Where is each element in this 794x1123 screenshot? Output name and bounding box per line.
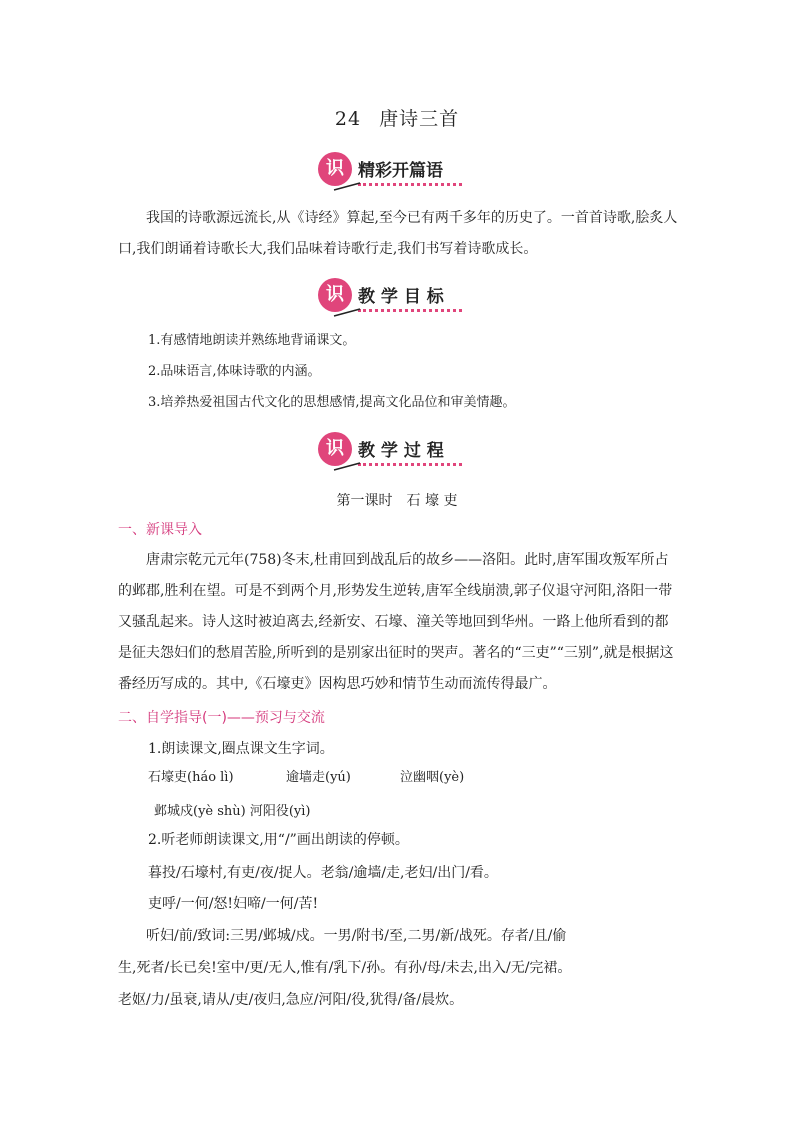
opening-text: 我国的诗歌源远流长,从《诗经》算起,至今已有两千多年的历史了。一首首诗歌,脍炙人口,我们朗诵着诗歌长大,我们品味着诗歌行走,我们书写着诗歌成长。	[118, 210, 678, 257]
vocab-word: 泣幽咽(yè)	[400, 770, 465, 785]
item2-text: 2.听老师朗读课文,用“/”画出朗读的停顿。	[148, 832, 409, 848]
vocab-word: 石壕吏(háo lì)	[148, 770, 234, 785]
section-label: 教 学 过 程	[358, 441, 444, 461]
poem-line: 暮投/石壕村,有吏/夜/捉人。老翁/逾墙/走,老妇/出门/看。	[148, 865, 498, 881]
poem-line: 吏呼/一何/怒!妇啼/一何/苦!	[148, 896, 319, 912]
goal-item: 3.培养热爱祖国古代文化的思想感情,提高文化品位和审美情趣。	[148, 395, 516, 410]
part1-paragraph	[118, 545, 678, 700]
item1-text: 1.朗读课文,圈点课文生字词。	[148, 741, 334, 757]
section-badge-icon: 识	[318, 152, 352, 186]
vocab-word: 逾墙走(yú)	[286, 770, 351, 785]
part2-heading: 二、自学指导(一)——预习与交流	[118, 710, 325, 726]
lesson-number: 24	[334, 108, 362, 130]
part1-heading: 一、新课导入	[118, 522, 202, 538]
section-badge-icon: 识	[318, 432, 352, 466]
part1-text: 唐肃宗乾元元年(758)冬末,杜甫回到战乱后的故乡——洛阳。此时,唐军围攻叛军所占的邺郡,胜利在望。可是不到两个月,形势发生逆转,唐军全线崩溃,郭子仪退守河阳,洛阳一带又骚乱起来。诗人这时被迫离去,经新安、石壕、潼关等地回到华州。一路上他所看到的都是征夫怨妇们的愁眉苦脸,所听到的是别家出征时的哭声。著名的“三吏”“三别”,就是根据这番经历写成的。其中,《石壕吏》因构思巧妙和情节生动而流传得最广。	[118, 552, 674, 692]
dotted-underline	[358, 463, 462, 466]
section-badge-icon: 识	[318, 278, 352, 312]
swoosh-decoration	[332, 306, 362, 318]
goals-list	[148, 325, 516, 418]
goal-item: 1.有感情地朗读并熟练地背诵课文。	[148, 333, 356, 348]
section-label: 教 学 目 标	[358, 287, 444, 307]
goal-item: 2.品味语言,体味诗歌的内涵。	[148, 364, 321, 379]
poem-block-2	[118, 920, 678, 1016]
opening-paragraph	[118, 203, 678, 265]
poem-line: 听妇/前/致词:三男/邺城/戍。一男/附书/至,二男/新/战死。存者/且/偷	[146, 928, 567, 944]
poem-line: 老妪/力/虽衰,请从/吏/夜归,急应/河阳/役,犹得/备/晨炊。	[118, 992, 464, 1008]
section-label: 精彩开篇语	[358, 161, 443, 181]
dotted-underline	[358, 183, 462, 186]
lesson-title: 唐诗三首	[379, 108, 460, 130]
dotted-underline	[358, 309, 462, 312]
vocab-row-2: 邺城戍(yè shù) 河阳役(yì)	[154, 804, 311, 819]
swoosh-decoration	[332, 180, 362, 192]
poem-line: 生,死者/长已矣!室中/更/无人,惟有/乳下/孙。有孙/母/未去,出入/无/完裙。	[118, 960, 572, 976]
lesson-subtitle: 第一课时 石 壕 吏	[336, 493, 458, 509]
swoosh-decoration	[332, 460, 362, 472]
page-title	[0, 104, 794, 131]
poem-block	[148, 858, 498, 920]
